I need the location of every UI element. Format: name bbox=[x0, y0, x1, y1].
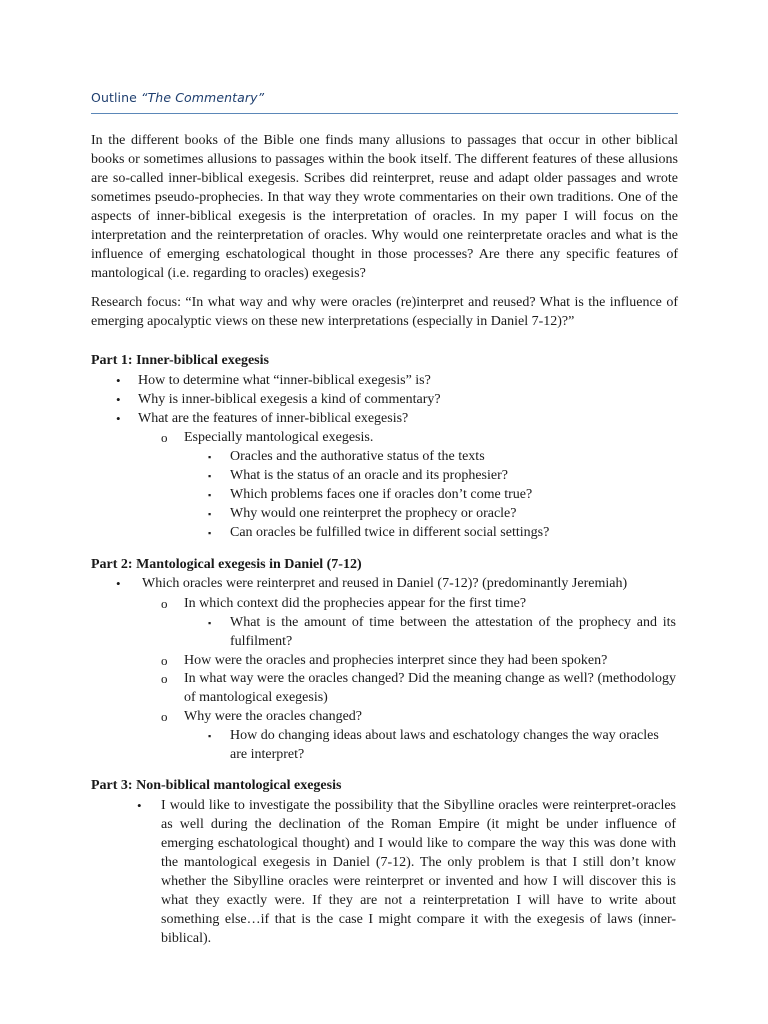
title-prefix: Outline bbox=[91, 90, 141, 105]
research-focus-paragraph: Research focus: “In what way and why were oracles (re)interpret and reused? What is the influence of emerging apocalyptic views on these new interpretations (especially in Daniel 7-12)?” bbox=[91, 295, 678, 329]
part2-subsubitem: What is the amount of time between the attestation of the prophecy and its fulfilment? bbox=[230, 615, 676, 649]
title-italic: “The Commentary” bbox=[141, 90, 265, 105]
square-marker: ▪ bbox=[208, 731, 212, 741]
part1-item: What are the features of inner-biblical exegesis? bbox=[138, 411, 409, 426]
part1-heading: Part 1: Inner-biblical exegesis bbox=[91, 353, 269, 368]
part2-subitem: In what way were the oracles changed? Did the meaning change as well? (methodology of mantological exegesis) bbox=[184, 671, 676, 705]
circle-marker: o bbox=[161, 653, 168, 668]
part1-subsubitem: Can oracles be fulfilled twice in different social settings? bbox=[230, 525, 550, 540]
part2-subsubitem: How do changing ideas about laws and eschatology changes the way oracles are interpret? bbox=[230, 728, 659, 762]
bullet-marker: • bbox=[116, 373, 121, 388]
part1-subsubitem: Why would one reinterpret the prophecy or oracle? bbox=[230, 506, 517, 521]
circle-marker: o bbox=[161, 596, 168, 611]
part2-subitem: Why were the oracles changed? bbox=[184, 709, 363, 724]
part1-subitem: Especially mantological exegesis. bbox=[184, 430, 374, 445]
part1-item: How to determine what “inner-biblical exegesis” is? bbox=[138, 373, 431, 388]
part2-item: Which oracles were reinterpret and reused in Daniel (7-12)? (predominantly Jeremiah) bbox=[142, 576, 628, 591]
part2-subitem: In which context did the prophecies appear for the first time? bbox=[184, 596, 527, 611]
document-title bbox=[91, 90, 264, 105]
square-marker: ▪ bbox=[208, 471, 212, 481]
part2-heading: Part 2: Mantological exegesis in Daniel (7-12) bbox=[91, 557, 362, 572]
square-marker: ▪ bbox=[208, 528, 212, 538]
square-marker: ▪ bbox=[208, 452, 212, 462]
part3-item: I would like to investigate the possibility that the Sibylline oracles were reinterpret-oracles as well during the declination of the Roman Empire (it might be under influence of emerging eschatological thought) and I would like to compare the way this was done with the mantological exegesis in Daniel (7-12). The only problem is that I still don’t know whether the Sibylline oracles were reinterpret or invented and how I will discover this is what they exactly were. If they are not a reinterpretation I will have to write about something else…if that is the case I might compare it with the exegesis of laws (inner-biblical). bbox=[161, 798, 676, 946]
part2-subitem: How were the oracles and prophecies interpret since they had been spoken? bbox=[184, 653, 608, 668]
bullet-marker: • bbox=[116, 392, 121, 407]
square-marker: ▪ bbox=[208, 618, 212, 628]
part1-subsubitem: Oracles and the authorative status of the texts bbox=[230, 449, 485, 464]
bullet-marker: • bbox=[137, 798, 142, 813]
title-divider bbox=[91, 113, 678, 114]
circle-marker: o bbox=[161, 709, 168, 724]
circle-marker: o bbox=[161, 430, 168, 445]
part1-item: Why is inner-biblical exegesis a kind of commentary? bbox=[138, 392, 441, 407]
part3-heading: Part 3: Non-biblical mantological exegesis bbox=[91, 778, 342, 793]
part1-subsubitem: Which problems faces one if oracles don’t come true? bbox=[230, 487, 533, 502]
circle-marker: o bbox=[161, 671, 168, 686]
square-marker: ▪ bbox=[208, 490, 212, 500]
bullet-marker: • bbox=[116, 576, 121, 591]
bullet-marker: • bbox=[116, 411, 121, 426]
square-marker: ▪ bbox=[208, 509, 212, 519]
part1-subsubitem: What is the status of an oracle and its prophesier? bbox=[230, 468, 508, 483]
intro-paragraph: In the different books of the Bible one finds many allusions to passages that occur in other biblical books or sometimes allusions to passages within the book itself. The different features of these allusions are so-called inner-biblical exegesis. Scribes did reinterpret, reuse and adapt older passages and wrote sometimes pseudo-prophecies. In that way they wrote commentaries on their own traditions. One of the aspects of inner-biblical exegesis is the interpretation of oracles. In my paper I will focus on the interpretation and the reinterpretation of oracles. Why would one reinterpretate oracles and what is the influence of emerging eschatological thought in those processes? Are there any specific features of mantological (i.e. regarding to oracles) exegesis? bbox=[91, 133, 678, 281]
